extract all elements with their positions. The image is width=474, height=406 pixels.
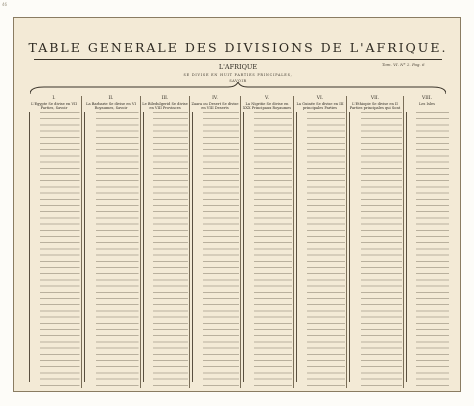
column-7 — [348, 96, 402, 388]
column-number: VI. — [316, 96, 324, 101]
column-divider — [189, 96, 190, 388]
column-divider — [240, 96, 241, 388]
column-divider — [293, 96, 294, 388]
column-number: IV. — [212, 96, 218, 101]
column-divider — [140, 96, 141, 388]
column-title: L'Egypte Se divise en VII Parties, Savoir — [31, 102, 77, 111]
column-entries — [295, 112, 345, 388]
column-3 — [142, 96, 188, 388]
column-number: I. — [52, 96, 56, 101]
column-title: L'Ethiopie Se divise en II Parties principales qui Sont — [349, 102, 401, 111]
column-title: Le Biledulgerid Se divise en VIII Provinces — [142, 102, 188, 111]
column-number: II. — [108, 96, 114, 101]
section-subtitle: SE DIVISE EN HUIT PARTIES PRINCIPALES, — [183, 73, 293, 77]
column-title: Les Isles — [419, 102, 435, 106]
column-entries — [405, 112, 449, 388]
column-1 — [28, 96, 80, 388]
main-brace — [30, 82, 446, 94]
column-divider — [403, 96, 404, 388]
column-entries — [28, 112, 80, 388]
column-number: VIII. — [421, 96, 432, 101]
column-entries — [242, 112, 292, 388]
plate-reference: Tom. VI. N° 2. Pag. 6 — [382, 62, 425, 67]
column-number: VII. — [370, 96, 380, 101]
column-6 — [295, 96, 345, 388]
section-savoir: SAVOIR — [229, 79, 247, 83]
column-8 — [405, 96, 449, 388]
column-entries — [83, 112, 139, 388]
column-4 — [191, 96, 239, 388]
page-title: TABLE GENERALE DES DIVISIONS DE L'AFRIQUE. — [28, 40, 448, 55]
column-title: La Barbarie Se divise en VI Royaumes, Savoir — [86, 102, 136, 111]
column-number: V. — [265, 96, 269, 101]
title-rule — [34, 59, 442, 60]
column-entries — [142, 112, 188, 388]
column-title: La Nigritie Se divise en XXX Principaux Royaumes — [242, 102, 292, 111]
engraved-plate — [13, 17, 461, 392]
column-entries — [348, 112, 402, 388]
column-2 — [83, 96, 139, 388]
column-entries — [191, 112, 239, 388]
column-number: III. — [161, 96, 169, 101]
column-title: Zaara ou Desert Se divise en VIII Deserts — [191, 102, 239, 111]
column-5 — [242, 96, 292, 388]
column-divider — [81, 96, 82, 388]
section-heading: L'AFRIQUE — [218, 63, 258, 71]
page-number: 46 — [2, 2, 8, 7]
column-divider — [346, 96, 347, 388]
column-title: La Guinée Se divise en III principales Parties — [296, 102, 344, 111]
